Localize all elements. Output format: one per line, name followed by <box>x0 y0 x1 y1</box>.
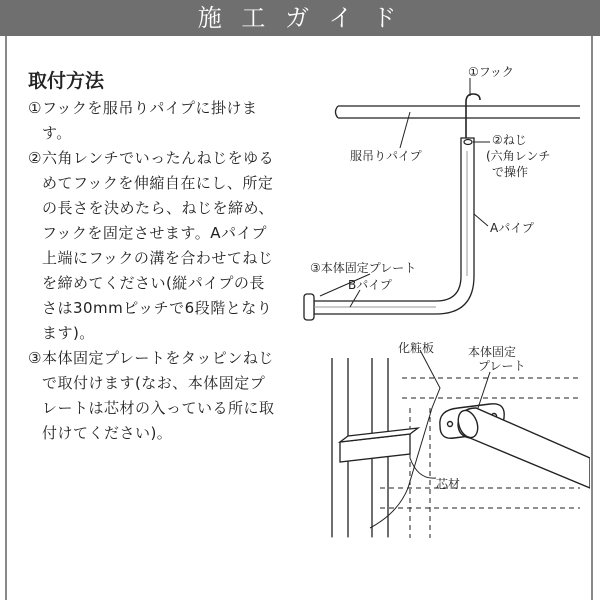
step-text: フックを服吊りパイプに掛けます。 <box>41 99 258 142</box>
step-item <box>28 146 280 346</box>
mounting-detail-diagram <box>290 338 590 568</box>
step-number: ① <box>28 99 42 117</box>
pipe-a-label: Aパイプ <box>490 221 534 235</box>
core-block <box>340 428 418 462</box>
core-label: 芯材 <box>436 477 461 491</box>
pipe-b-label: Bパイプ <box>348 278 392 292</box>
step-text: 本体固定プレートをタッピンねじで取付けます(なお、本体固定プレートは芯材の入っている所に取付けてください)。 <box>41 349 275 442</box>
step-text: 六角レンチでいったんねじをゆるめてフックを伸縮自在にし、所定の長さを決めたら、ねじを締め、フックを固定させます。Aパイプ上端にフックの溝を合わせてねじを締めてください(縦パイプの長さは30mmピッチで6段階となります)。 <box>41 149 275 342</box>
screw-note-label: (六角レンチ <box>486 149 551 163</box>
assembly-diagram <box>290 56 590 336</box>
step-item <box>28 96 280 146</box>
screw-icon <box>464 140 472 145</box>
hanging-pipe <box>455 408 590 488</box>
guide-header-title: 施 工 ガ イ ド <box>197 4 403 32</box>
step-number: ③ <box>28 349 42 367</box>
screw-note-label: で操作 <box>492 165 529 179</box>
board-label: 化粧板 <box>398 341 435 355</box>
step-number: ② <box>28 149 42 167</box>
install-steps <box>28 96 280 446</box>
screw-label: ②ねじ <box>492 133 527 147</box>
plate-label: プレート <box>478 359 526 373</box>
hook-label: ①フック <box>468 65 514 79</box>
plate-label: ③本体固定プレート <box>310 261 417 275</box>
section-title: 取付方法 <box>28 70 105 92</box>
clothes-rail-pipe <box>336 106 581 118</box>
fixing-plate-icon <box>304 294 314 320</box>
step-item <box>28 346 280 446</box>
guide-header <box>0 0 600 36</box>
plate-label: 本体固定 <box>468 345 517 359</box>
hook-icon <box>466 94 480 138</box>
rail-label: 服吊りパイプ <box>350 149 422 163</box>
